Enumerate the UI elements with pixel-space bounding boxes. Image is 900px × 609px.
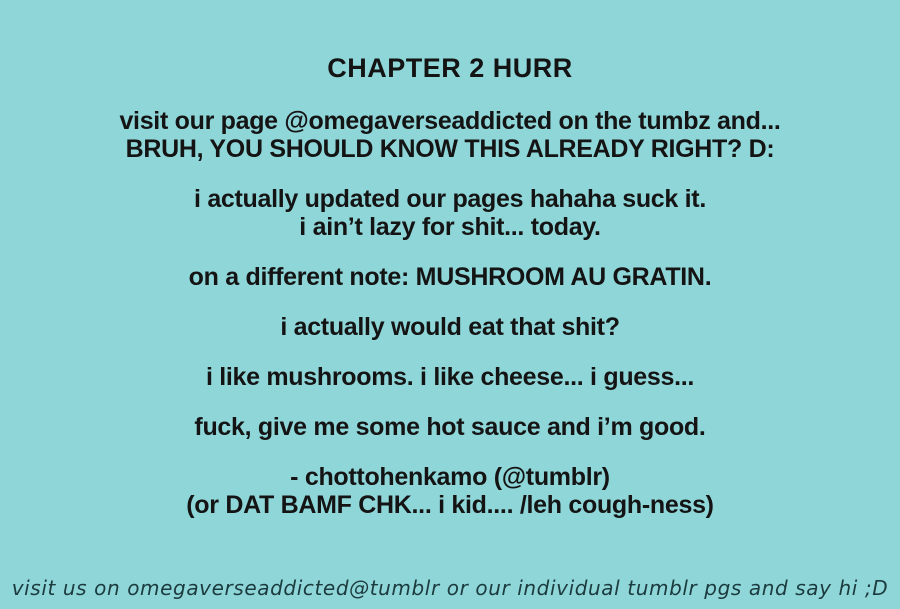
note-paragraph-mushroom: [0, 263, 900, 291]
note-paragraph-cheese: [0, 363, 900, 391]
note-line: i actually would eat that shit?: [280, 313, 620, 341]
note-body: [0, 54, 900, 541]
note-paragraph-eat: [0, 313, 900, 341]
signature-line: - chottohenkamo (@tumblr): [290, 463, 610, 491]
note-paragraph-tumblr-plug: [0, 107, 900, 163]
note-paragraph-hot-sauce: [0, 413, 900, 441]
note-paragraph-update: [0, 185, 900, 241]
note-line: i actually updated our pages hahaha suck it.: [194, 185, 706, 213]
footer-handwritten-note: visit us on omegaverseaddicted@tumblr or our individual tumblr pgs and say hi ;D: [11, 576, 889, 600]
signature-joke-line: (or DAT BAMF CHK... i kid.... /leh cough-ness): [186, 491, 714, 519]
note-line: visit our page @omegaverseaddicted on the tumbz and...: [119, 107, 781, 135]
note-line: i like mushrooms. i like cheese... i guess...: [205, 363, 695, 391]
note-line: on a different note: MUSHROOM AU GRATIN.: [188, 263, 712, 291]
note-line: i ain’t lazy for shit... today.: [299, 213, 601, 241]
note-line: fuck, give me some hot sauce and i’m good.: [194, 413, 706, 441]
chapter-title: CHAPTER 2 HURR: [327, 53, 573, 83]
note-line: BRUH, YOU SHOULD KNOW THIS ALREADY RIGHT? D:: [125, 135, 775, 163]
note-paragraph-signature: [0, 463, 900, 519]
